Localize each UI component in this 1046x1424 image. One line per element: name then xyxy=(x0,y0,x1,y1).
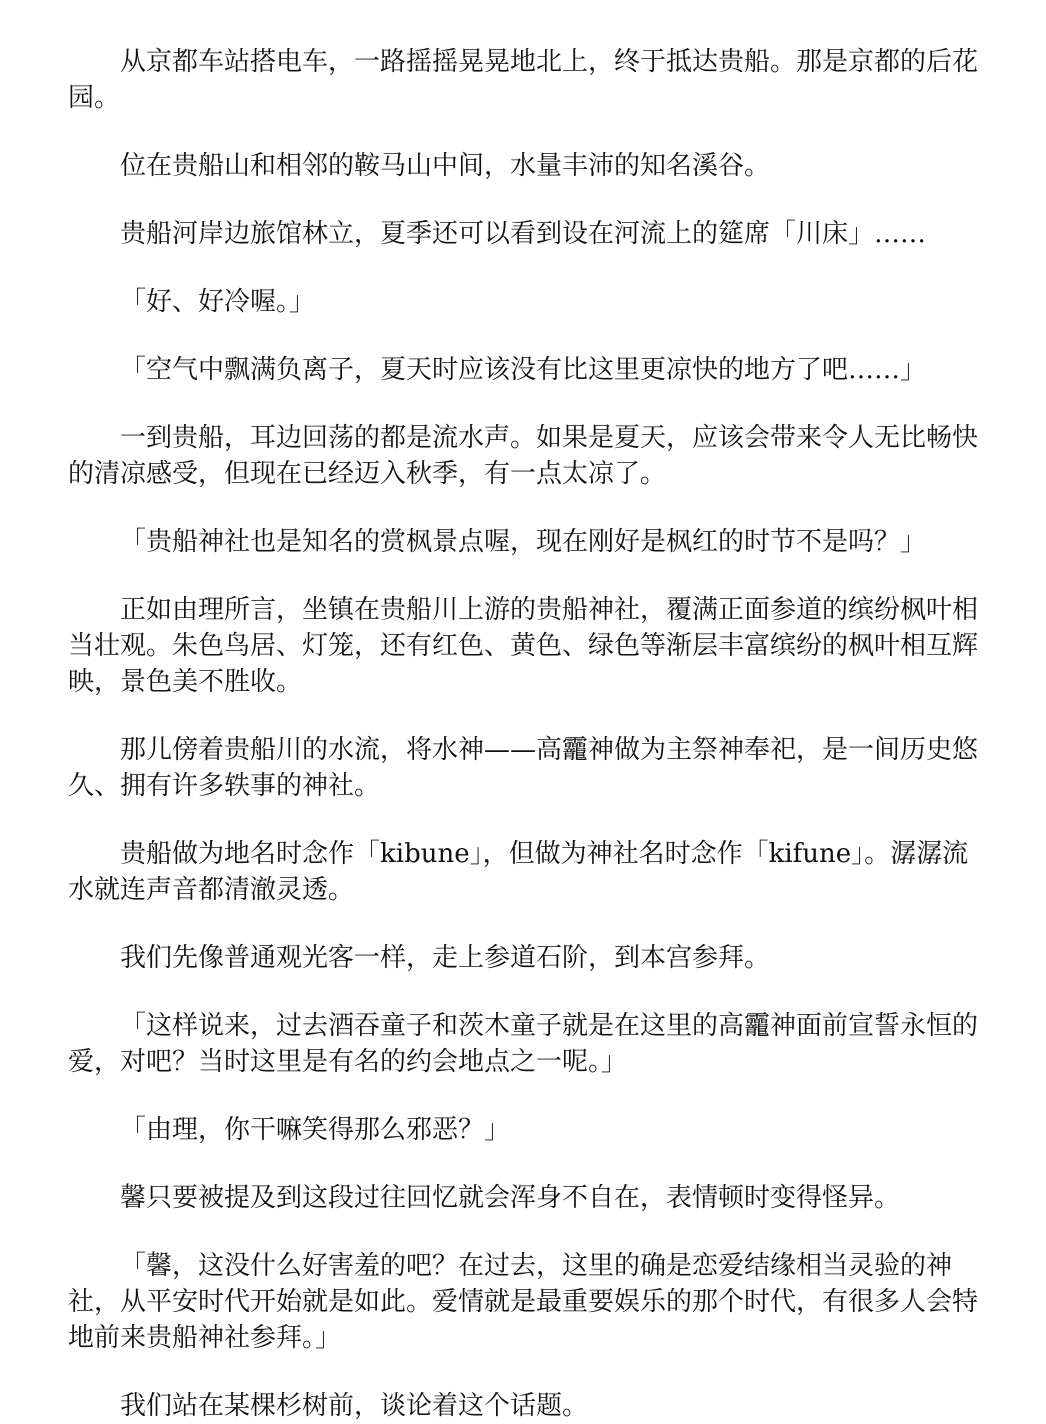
paragraph: 「贵船神社也是知名的赏枫景点喔，现在刚好是枫红的时节不是吗？」 xyxy=(120,527,927,557)
paragraph: 我们站在某棵杉树前，谈论着这个话题。 xyxy=(120,1391,589,1421)
paragraph: 馨只要被提及到这段过往回忆就会浑身不自在，表情顿时变得怪异。 xyxy=(120,1183,901,1213)
paragraph: 从京都车站搭电车，一路摇摇晃晃地北上，终于抵达贵船。那是京都的后花园。 xyxy=(68,47,979,113)
paragraph: 贵船做为地名时念作「kibune」，但做为神社名时念作「kifune」。潺潺流水就连声音都清澈灵透。 xyxy=(68,839,969,905)
paragraph: 「空气中飘满负离子，夏天时应该没有比这里更凉快的地方了吧……」 xyxy=(120,355,927,385)
paragraph: 「这样说来，过去酒吞童子和茨木童子就是在这里的高龗神面前宣誓永恒的爱，对吧？当时这里是有名的约会地点之一呢。」 xyxy=(68,1011,979,1077)
paragraph: 一到贵船，耳边回荡的都是流水声。如果是夏天，应该会带来令人无比畅快的清凉感受，但现在已经迈入秋季，有一点太凉了。 xyxy=(68,423,979,489)
document-page xyxy=(68,44,978,1424)
paragraph: 「由理，你干嘛笑得那么邪恶？」 xyxy=(120,1115,511,1145)
paragraph: 那儿傍着贵船川的水流，将水神——高龗神做为主祭神奉祀，是一间历史悠久、拥有许多轶事的神社。 xyxy=(68,735,979,801)
paragraph: 我们先像普通观光客一样，走上参道石阶，到本宫参拜。 xyxy=(120,943,771,973)
paragraph: 「好、好冷喔。」 xyxy=(120,287,316,317)
paragraph: 位在贵船山和相邻的鞍马山中间，水量丰沛的知名溪谷。 xyxy=(120,151,771,181)
paragraph: 贵船河岸边旅馆林立，夏季还可以看到设在河流上的筵席「川床」…… xyxy=(120,219,927,249)
paragraph: 正如由理所言，坐镇在贵船川上游的贵船神社，覆满正面参道的缤纷枫叶相当壮观。朱色鸟居、灯笼，还有红色、黄色、绿色等渐层丰富缤纷的枫叶相互辉映，景色美不胜收。 xyxy=(68,595,979,697)
paragraph: 「馨，这没什么好害羞的吧？在过去，这里的确是恋爱结缘相当灵验的神社，从平安时代开始就是如此。爱情就是最重要娱乐的那个时代，有很多人会特地前来贵船神社参拜。」 xyxy=(68,1251,979,1353)
